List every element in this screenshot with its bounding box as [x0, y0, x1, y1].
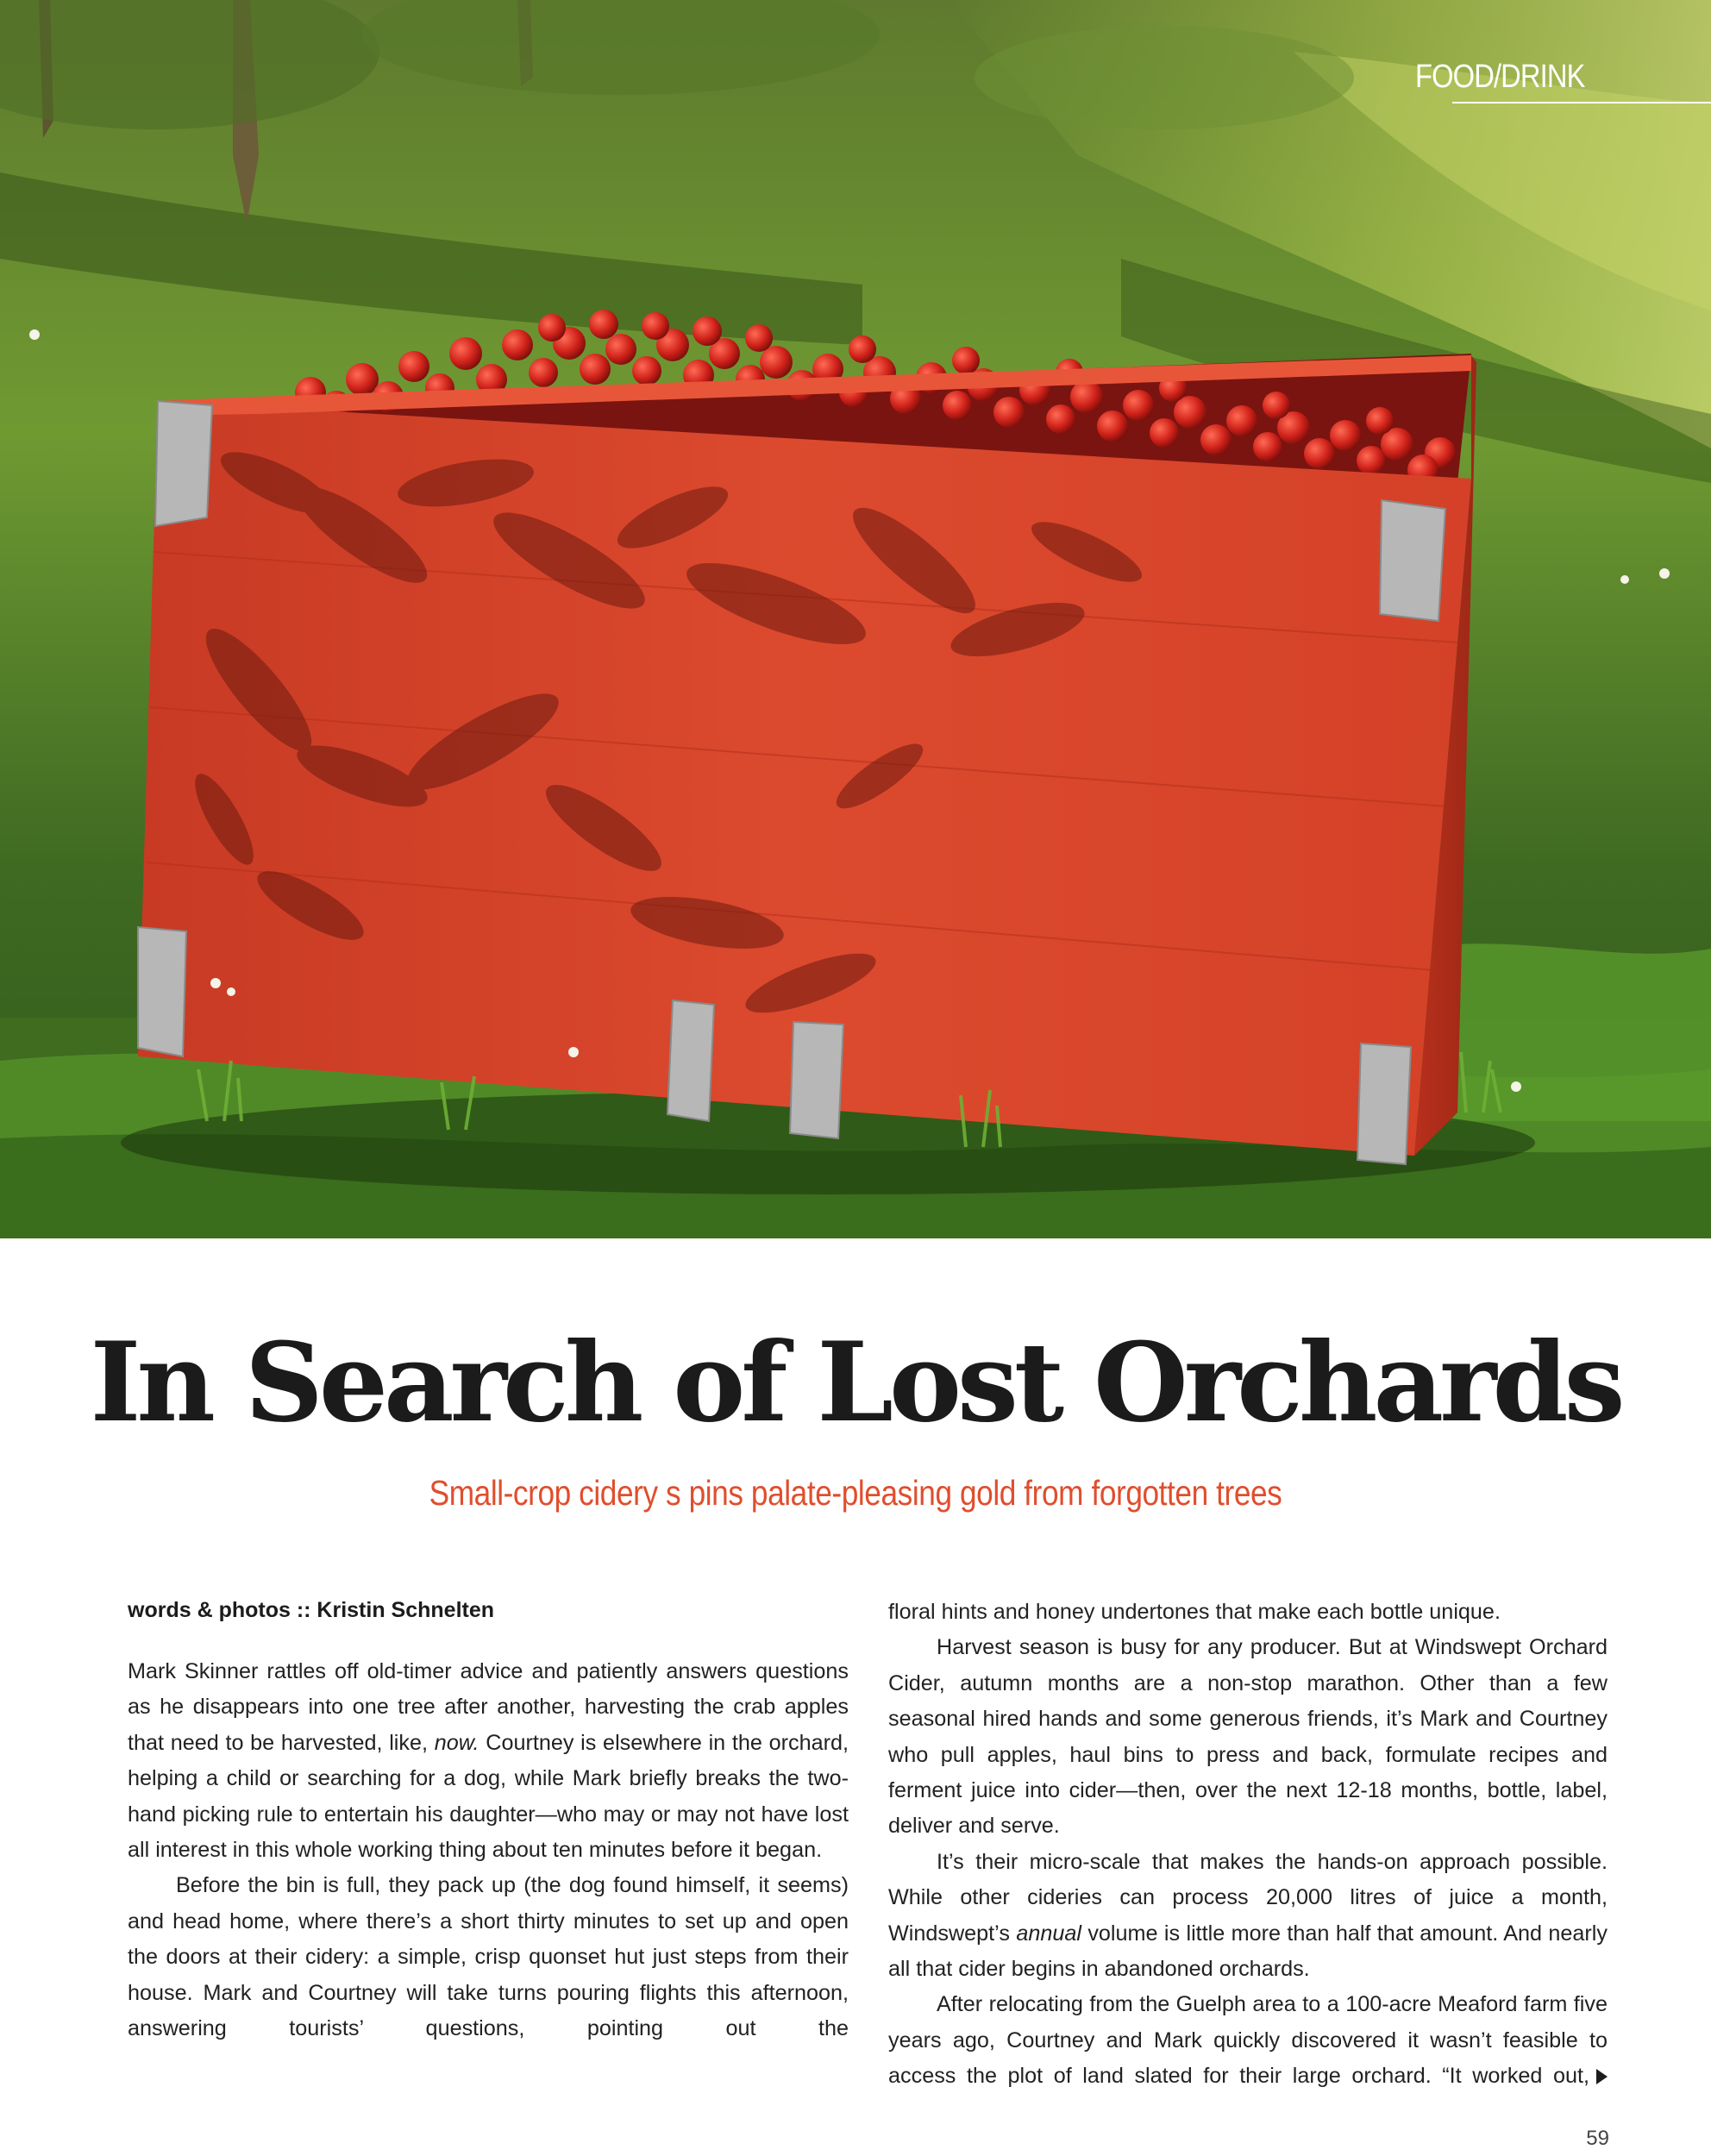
body-column-left — [128, 1654, 849, 2046]
paragraph-text: It’s their micro-scale that makes the hands-on approach possible. While other cideries can process 20,000 litres of juice a month, Windswept’s — [888, 1849, 1608, 1946]
paragraph: floral hints and honey undertones that make each bottle unique. — [888, 1600, 1501, 1624]
paragraph — [888, 1987, 1608, 2094]
continued-arrow-icon — [1596, 2069, 1608, 2084]
article-subheadline: Small-crop cidery s pins palate-pleasing gold from forgotten trees — [429, 1473, 1282, 1513]
paragraph: Harvest season is busy for any producer. But at Windswept Orchard Cider, autumn months are a non-stop marathon. Other than a few seasonal hired hands and some generous friends, it’s Mark and Courtney who pull apples, haul bins to press and back, formulate recipes and ferment juice into cider—then, over the next 12-18 months, bottle, label, deliver and serve. — [888, 1635, 1608, 1839]
paragraph-text: Mark Skinner rattles off old-timer advice and patiently answers questions as he disappears into one tree after another, harvesting the crab apples that need to be harvested, like, — [128, 1659, 849, 1755]
article-headline: In Search of Lost Orchards — [90, 1319, 1621, 1446]
paragraph: Before the bin is full, they pack up (the dog found himself, it seems) and head home, where there’s a short thirty minutes to set up and open the doors at their cidery: a simple, crisp quonset hut just steps from their house. Mark and Courtney will take turns pouring flights this afternoon, answering tourists’ questions, pointing out the — [128, 1873, 849, 2041]
emphasis-text: annual — [1016, 1921, 1081, 1946]
emphasis-text: now. — [434, 1730, 479, 1755]
paragraph-text: Courtney is elsewhere in the orchard, helping a child or searching for a dog, while Mark briefly breaks the two-hand picking rule to entertain his daughter—who may or may not have lost all interest in this whole working thing about ten minutes before it began. — [128, 1730, 849, 1863]
paragraph-text: volume is little more than half that amount. And nearly all that cider begins in abandoned orchards. — [888, 1921, 1608, 1982]
paragraph — [128, 1654, 849, 1868]
section-tag: FOOD/DRINK — [1415, 59, 1585, 95]
page-number: 59 — [1586, 2127, 1609, 2150]
byline: words & photos :: Kristin Schnelten — [128, 1598, 495, 1622]
paragraph-text: After relocating from the Guelph area to a 100-acre Meaford farm five years ago, Courtney and Mark quickly discovered it wasn’t feasible to access the plot of land slated for their large orchard. “It worked out, — [888, 1992, 1608, 2089]
section-rule — [1452, 102, 1711, 103]
paragraph — [888, 1845, 1608, 1988]
body-column-right — [888, 1595, 1608, 2095]
